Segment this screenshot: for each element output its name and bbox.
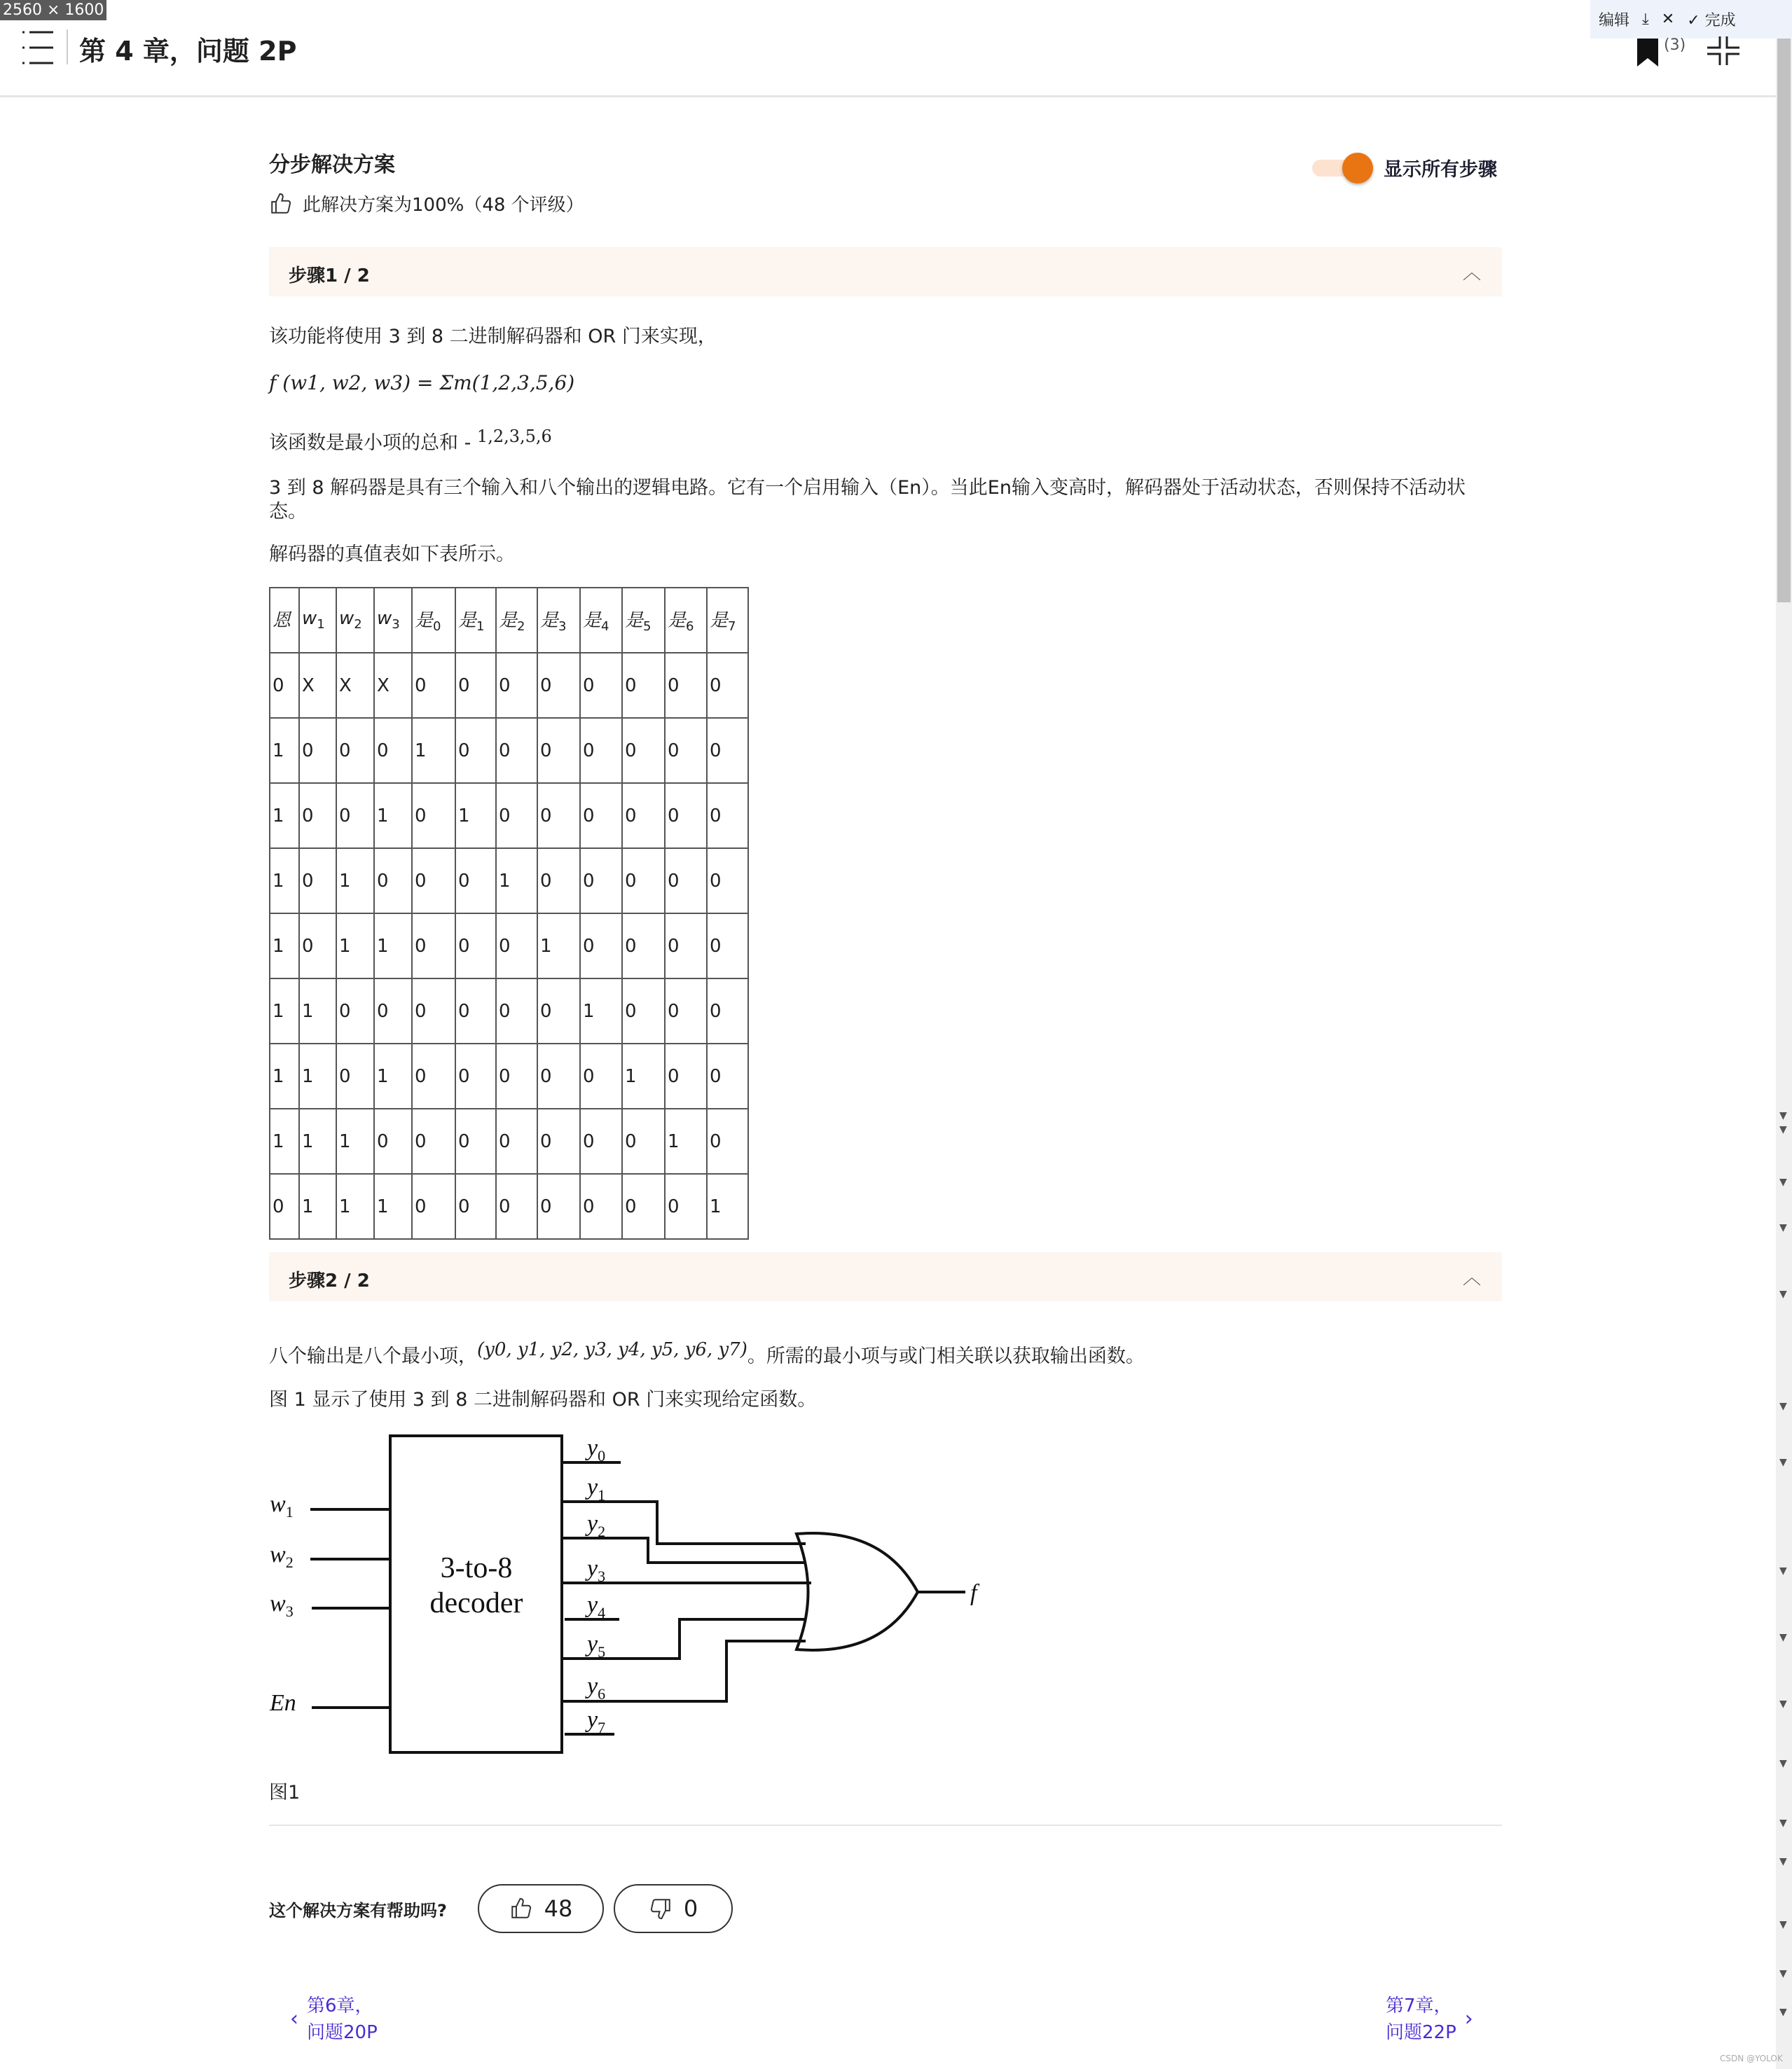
- header-symbol: 是: [415, 610, 434, 632]
- step-2-text-b: 。所需的最小项与或门相关联以获取输出函数。: [747, 1345, 1145, 1367]
- prev-problem: 问题20P: [307, 2022, 378, 2043]
- output-label-y1: $y_1$: [587, 1474, 606, 1504]
- truth-table-cell: 1: [374, 1044, 412, 1109]
- function-formula: f (w1, w2, w3) = Σm(1,2,3,5,6): [269, 371, 575, 394]
- truth-table-cell: 0: [299, 848, 336, 913]
- header-symbol: w: [302, 608, 317, 630]
- scroll-marker-icon: ▼: [1779, 1968, 1787, 1979]
- truth-table-cell: 0: [336, 718, 374, 783]
- downvote-count: 0: [683, 1895, 698, 1922]
- show-all-steps-label: 显示所有步骤: [1384, 159, 1497, 181]
- truth-table-cell: 0: [412, 848, 455, 913]
- decoder-circuit-diagram: [266, 1422, 1002, 1765]
- truth-table-cell: 0: [665, 653, 707, 718]
- truth-table-cell: 1: [496, 848, 537, 913]
- scroll-marker-icon: ▼: [1779, 2007, 1787, 2018]
- truth-table-cell: 1: [299, 1109, 336, 1174]
- truth-table-cell: X: [299, 653, 336, 718]
- truth-table-cell: 0: [374, 1109, 412, 1174]
- truth-table-cell: 0: [580, 913, 622, 978]
- title-separator: [67, 29, 68, 64]
- truth-table-cell: 0: [455, 1109, 496, 1174]
- scroll-marker-icon: ▼: [1779, 1177, 1787, 1188]
- truth-table-cell: 0: [299, 913, 336, 978]
- truth-table-cell: 1: [374, 783, 412, 848]
- scroll-marker-icon: ▼: [1779, 1565, 1787, 1577]
- input-label-w1: $w_1$: [270, 1491, 294, 1521]
- thumbs-up-button[interactable]: [478, 1884, 604, 1933]
- truth-table-cell: 1: [270, 783, 299, 848]
- truth-table-header-cell: [412, 588, 455, 653]
- close-icon[interactable]: ✕: [1661, 11, 1675, 28]
- step-1-paragraph-2: [269, 427, 552, 455]
- truth-table-cell: 1: [336, 1174, 374, 1239]
- input-label-w3: $w_3$: [270, 1591, 294, 1620]
- truth-table-cell: 0: [412, 913, 455, 978]
- chevron-left-icon: ‹: [290, 2007, 298, 2031]
- truth-table: [269, 587, 749, 1240]
- header-subscript: 6: [686, 619, 694, 635]
- step-1-paragraph-4: 解码器的真值表如下表所示。: [269, 544, 515, 565]
- scroll-marker-icon: ▼: [1779, 1818, 1787, 1829]
- truth-table-cell: 0: [496, 978, 537, 1044]
- truth-table-cell: 0: [580, 783, 622, 848]
- truth-table-cell: 0: [537, 1109, 580, 1174]
- prev-problem-link[interactable]: [290, 1993, 378, 2046]
- truth-table-cell: 1: [270, 718, 299, 783]
- truth-table-header-cell: [496, 588, 537, 653]
- output-y2-wire: [562, 1538, 806, 1563]
- truth-table-cell: 1: [412, 718, 455, 783]
- output-label-y0: $y_0$: [587, 1435, 606, 1465]
- outputs-math: (y0, y1, y2, y3, y4, y5, y6, y7): [477, 1339, 747, 1360]
- content-divider: [269, 1825, 1502, 1826]
- truth-table-cell: 0: [537, 1044, 580, 1109]
- output-label-y4: $y_4$: [587, 1592, 606, 1621]
- truth-table-cell: 0: [537, 848, 580, 913]
- truth-table-cell: 0: [496, 1044, 537, 1109]
- truth-table-header-cell: [299, 588, 336, 653]
- truth-table-header-cell: [336, 588, 374, 653]
- chevron-right-icon: ›: [1464, 2007, 1473, 2031]
- truth-table-cell: 0: [665, 1174, 707, 1239]
- truth-table-cell: 0: [496, 913, 537, 978]
- truth-table-cell: X: [374, 653, 412, 718]
- truth-table-cell: 0: [665, 978, 707, 1044]
- header-subscript: 5: [643, 619, 652, 635]
- truth-table-row: [270, 718, 748, 783]
- header-subscript: 3: [392, 617, 400, 632]
- truth-table-cell: 0: [374, 718, 412, 783]
- truth-table-cell: 1: [299, 1044, 336, 1109]
- minterm-list: 1,2,3,5,6: [476, 427, 552, 446]
- truth-table-cell: 0: [707, 913, 748, 978]
- truth-table-cell: 1: [707, 1174, 748, 1239]
- bookmark-count: (3): [1664, 36, 1686, 54]
- step-1-label: 步骤1 / 2: [289, 265, 370, 286]
- truth-table-header-cell: [580, 588, 622, 653]
- truth-table-cell: 0: [412, 1109, 455, 1174]
- truth-table-row: [270, 848, 748, 913]
- truth-table-cell: 1: [299, 1174, 336, 1239]
- figure-caption: 图1: [269, 1782, 301, 1804]
- header-symbol: 是: [458, 610, 477, 632]
- scroll-marker-icon: ▼: [1779, 1698, 1787, 1710]
- decoder-label-1: 3-to-8: [440, 1552, 513, 1584]
- truth-table-cell: 0: [455, 1174, 496, 1239]
- download-icon[interactable]: ⤓: [1642, 11, 1649, 28]
- rating-text: 此解决方案为100%（48 个评级）: [303, 195, 584, 216]
- minterm-sum-text: 该函数是最小项的总和 -: [269, 432, 477, 454]
- truth-table-cell: 1: [374, 913, 412, 978]
- truth-table-cell: 0: [412, 1044, 455, 1109]
- scroll-marker-icon: ▼: [1779, 1919, 1787, 1930]
- truth-table-header-row: [270, 588, 748, 653]
- truth-table-cell: 0: [707, 1109, 748, 1174]
- truth-table-cell: 0: [622, 718, 665, 783]
- step-2-paragraph-1: [269, 1339, 1145, 1369]
- thumbs-up-icon: [269, 192, 293, 216]
- screenshot-toolbar: [1590, 0, 1792, 39]
- truth-table-cell: 0: [622, 783, 665, 848]
- truth-table-row: [270, 653, 748, 718]
- prev-chapter: 第6章，: [307, 1995, 373, 2016]
- thumbs-up-icon: [509, 1897, 533, 1921]
- truth-table-row: [270, 783, 748, 848]
- page-title: 第 4 章，问题 2P: [79, 36, 297, 67]
- next-problem: 问题22P: [1386, 2022, 1456, 2043]
- truth-table-cell: 0: [496, 653, 537, 718]
- header-divider: [0, 95, 1776, 97]
- truth-table-cell: 0: [412, 653, 455, 718]
- step-2-paragraph-2: 图 1 显示了使用 3 到 8 二进制解码器和 OR 门来实现给定函数。: [269, 1389, 817, 1411]
- truth-table-cell: 1: [270, 1109, 299, 1174]
- scrollbar-thumb[interactable]: [1777, 39, 1791, 602]
- scroll-marker-icon: ▼: [1779, 1222, 1787, 1233]
- step-1-header[interactable]: [269, 247, 1502, 296]
- output-label-y6: $y_6$: [587, 1673, 606, 1703]
- or-gate: [797, 1533, 918, 1650]
- truth-table-header-cell: [270, 588, 299, 653]
- truth-table-cell: 1: [336, 848, 374, 913]
- truth-table-cell: 0: [665, 718, 707, 783]
- truth-table-cell: 1: [665, 1109, 707, 1174]
- truth-table-cell: 0: [707, 848, 748, 913]
- truth-table-cell: 0: [270, 1174, 299, 1239]
- header-subscript: 1: [476, 619, 485, 635]
- header-subscript: 0: [433, 619, 441, 635]
- truth-table-cell: 0: [336, 1044, 374, 1109]
- truth-table-cell: 0: [455, 653, 496, 718]
- truth-table-cell: 1: [580, 978, 622, 1044]
- next-chapter: 第7章，: [1386, 1995, 1452, 2016]
- truth-table-cell: 0: [336, 783, 374, 848]
- header-symbol: 恩: [273, 610, 291, 632]
- output-label-y7: $y_7$: [587, 1707, 606, 1736]
- header-subscript: 2: [354, 617, 362, 632]
- header-symbol: w: [377, 608, 392, 630]
- scroll-marker-icon: ▼: [1779, 1401, 1787, 1412]
- truth-table-cell: 0: [707, 653, 748, 718]
- scroll-marker-icon: ▼: [1779, 1110, 1787, 1121]
- truth-table-row: [270, 1174, 748, 1239]
- header-symbol: 是: [625, 610, 644, 632]
- truth-table-cell: 0: [707, 1044, 748, 1109]
- thumbs-down-button[interactable]: [614, 1884, 733, 1933]
- truth-table-row: [270, 913, 748, 978]
- output-label-y5: $y_5$: [587, 1631, 606, 1661]
- truth-table-cell: 1: [336, 1109, 374, 1174]
- show-all-steps-toggle[interactable]: [1312, 153, 1375, 184]
- rating-summary: [269, 191, 584, 216]
- helpful-question: 这个解决方案有帮助吗?: [269, 1901, 447, 1921]
- truth-table-cell: 1: [622, 1044, 665, 1109]
- next-problem-link[interactable]: [1386, 1993, 1473, 2046]
- truth-table-header-cell: [537, 588, 580, 653]
- truth-table-cell: 0: [455, 913, 496, 978]
- input-label-w2: $w_2$: [270, 1542, 294, 1571]
- truth-table-cell: 1: [336, 913, 374, 978]
- upvote-count: 48: [544, 1895, 573, 1922]
- truth-table-cell: 0: [299, 718, 336, 783]
- truth-table-cell: 0: [707, 978, 748, 1044]
- scroll-marker-icon: ▼: [1779, 1457, 1787, 1468]
- truth-table-cell: 1: [270, 913, 299, 978]
- truth-table-row: [270, 1044, 748, 1109]
- header-subscript: 1: [317, 617, 325, 632]
- truth-table-header-cell: [707, 588, 748, 653]
- scroll-marker-icon: ▼: [1779, 1124, 1787, 1135]
- truth-table-header-cell: [665, 588, 707, 653]
- watermark: CSDN @YOLOK: [1720, 2054, 1783, 2063]
- truth-table-cell: 0: [622, 1174, 665, 1239]
- truth-table-cell: 0: [622, 978, 665, 1044]
- truth-table-cell: 0: [580, 1044, 622, 1109]
- truth-table-cell: 0: [496, 1109, 537, 1174]
- truth-table-cell: 0: [537, 783, 580, 848]
- done-label: 完成: [1704, 12, 1736, 29]
- step-2-label: 步骤2 / 2: [289, 1271, 370, 1292]
- truth-table-cell: 0: [580, 718, 622, 783]
- step-2-header[interactable]: [269, 1252, 1502, 1301]
- truth-table-cell: 0: [455, 1044, 496, 1109]
- header-symbol: 是: [710, 610, 729, 632]
- header-subscript: 2: [517, 619, 525, 635]
- truth-table-cell: 0: [622, 913, 665, 978]
- header-symbol: 是: [583, 610, 602, 632]
- truth-table-row: [270, 978, 748, 1044]
- truth-table-cell: 0: [707, 718, 748, 783]
- truth-table-header-cell: [622, 588, 665, 653]
- truth-table-cell: 1: [270, 1044, 299, 1109]
- truth-table-cell: 1: [374, 1174, 412, 1239]
- truth-table-cell: 0: [580, 1174, 622, 1239]
- output-label-f: f: [970, 1580, 977, 1606]
- scroll-marker-icon: ▼: [1779, 1856, 1787, 1867]
- step-1-paragraph-3: 3 到 8 解码器是具有三个输入和八个输出的逻辑电路。它有一个启用输入（En）。当此En输入变高时，解码器处于活动状态，否则保持不活动状态。: [269, 477, 1466, 523]
- truth-table-cell: 0: [537, 718, 580, 783]
- truth-table-cell: 1: [299, 978, 336, 1044]
- edit-button[interactable]: 编辑: [1599, 12, 1630, 29]
- truth-table-cell: 0: [496, 1174, 537, 1239]
- truth-table-cell: 0: [665, 783, 707, 848]
- truth-table-cell: 0: [374, 848, 412, 913]
- truth-table-cell: 0: [455, 718, 496, 783]
- truth-table-header-cell: [455, 588, 496, 653]
- truth-table-cell: 0: [622, 653, 665, 718]
- truth-table-cell: 0: [455, 978, 496, 1044]
- truth-table-cell: 0: [374, 978, 412, 1044]
- output-label-y2: $y_2$: [587, 1511, 606, 1540]
- header-symbol: w: [339, 608, 354, 630]
- truth-table-cell: 0: [412, 978, 455, 1044]
- scroll-marker-icon: ▼: [1779, 1289, 1787, 1300]
- truth-table-cell: 0: [580, 1109, 622, 1174]
- truth-table-cell: 0: [665, 848, 707, 913]
- thumbs-down-icon: [649, 1897, 673, 1921]
- output-label-y3: $y_3$: [587, 1556, 606, 1585]
- truth-table-cell: 0: [537, 978, 580, 1044]
- truth-table-cell: 0: [580, 653, 622, 718]
- truth-table-cell: 0: [537, 653, 580, 718]
- scroll-marker-icon: ▼: [1779, 1758, 1787, 1769]
- truth-table-cell: 0: [496, 718, 537, 783]
- truth-table-cell: 1: [270, 978, 299, 1044]
- header-symbol: 是: [499, 610, 518, 632]
- truth-table-cell: 0: [336, 978, 374, 1044]
- truth-table-cell: 0: [299, 783, 336, 848]
- solution-title: 分步解决方案: [269, 153, 395, 177]
- truth-table-cell: 0: [622, 1109, 665, 1174]
- truth-table-cell: 1: [537, 913, 580, 978]
- truth-table-cell: 0: [455, 848, 496, 913]
- chevron-up-icon[interactable]: ︿: [1462, 263, 1481, 284]
- truth-table-cell: 0: [580, 848, 622, 913]
- header-subscript: 3: [558, 619, 567, 635]
- truth-table-cell: 0: [537, 1174, 580, 1239]
- truth-table-cell: 0: [665, 1044, 707, 1109]
- truth-table-cell: 0: [665, 913, 707, 978]
- truth-table-cell: 0: [270, 653, 299, 718]
- truth-table-cell: 0: [496, 783, 537, 848]
- done-button[interactable]: ✓ 完成: [1687, 12, 1736, 29]
- header-symbol: 是: [668, 610, 687, 632]
- truth-table-row: [270, 1109, 748, 1174]
- decoder-label-2: decoder: [429, 1587, 523, 1619]
- truth-table-cell: 1: [270, 848, 299, 913]
- input-label-en: En: [270, 1690, 296, 1716]
- truth-table-cell: X: [336, 653, 374, 718]
- chevron-up-icon[interactable]: ︿: [1462, 1268, 1481, 1289]
- truth-table-cell: 1: [455, 783, 496, 848]
- truth-table-header-cell: [374, 588, 412, 653]
- truth-table-cell: 0: [412, 783, 455, 848]
- bookmark-icon[interactable]: [1636, 39, 1660, 67]
- header-symbol: 是: [540, 610, 559, 632]
- step-1-paragraph-1: 该功能将使用 3 到 8 二进制解码器和 OR 门来实现，: [269, 326, 717, 347]
- truth-table-cell: 0: [412, 1174, 455, 1239]
- header-subscript: 7: [728, 619, 736, 635]
- step-2-text-a: 八个输出是八个最小项，: [269, 1345, 477, 1367]
- truth-table-cell: 0: [707, 783, 748, 848]
- collapse-icon[interactable]: [1706, 35, 1741, 67]
- screen-size-badge: 2560 × 1600: [0, 0, 106, 20]
- menu-icon[interactable]: [20, 28, 56, 67]
- scroll-marker-icon: ▼: [1779, 1632, 1787, 1643]
- header-subscript: 4: [601, 619, 609, 635]
- truth-table-cell: 0: [622, 848, 665, 913]
